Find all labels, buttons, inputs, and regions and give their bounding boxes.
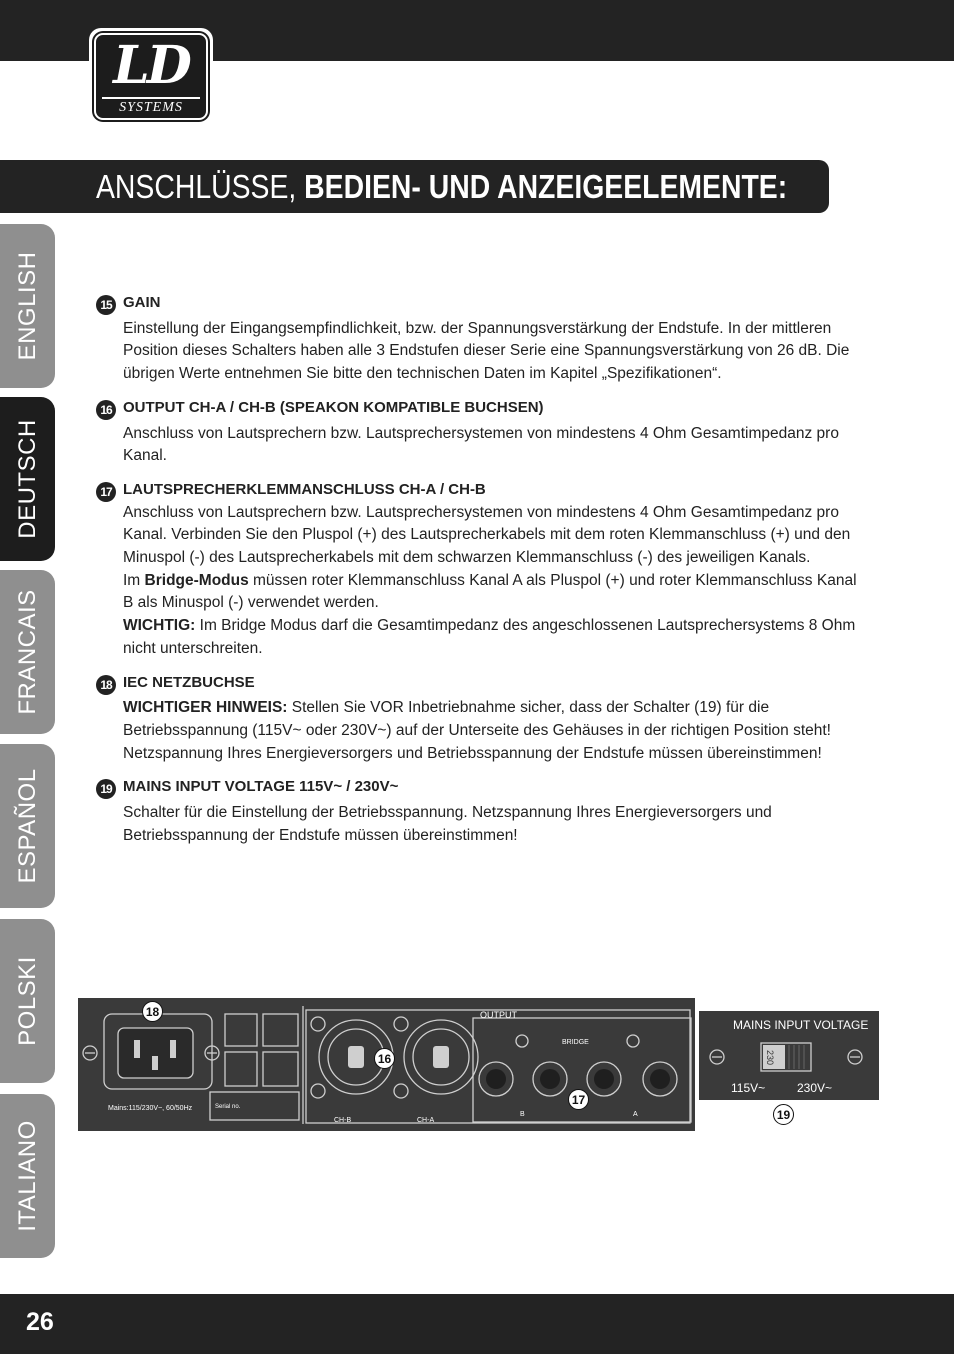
tab-deutsch[interactable] bbox=[0, 397, 55, 561]
section-number: 18 bbox=[96, 675, 116, 695]
section-heading: IEC NETZBUCHSE bbox=[123, 673, 255, 691]
section-iec bbox=[96, 672, 866, 766]
section-body: Einstellung der Eingangsempfindlichkeit, bzw. der Spannungsverstärkung der Endstufe. In der mittleren Position dieses Schalters haben alle 3 Endstufen dieser Serie eine Spannungsverstärkung von 26 dB. Die übrigen Werte entnehmen Sie bitte den technischen Daten im Kapitel „Spezifikationen“. bbox=[123, 319, 850, 383]
section-heading: MAINS INPUT VOLTAGE 115V~ / 230V~ bbox=[123, 778, 399, 796]
mains-switch-drawing bbox=[699, 1011, 879, 1100]
notice-note: WICHTIGER HINWEIS: Stellen Sie VOR Inbetriebnahme sicher, dass der Schalter (19) für die Betriebsspannung (115V~ oder 230V~) auf der Unterseite des Gehäuses in der richtigen Position steht! Netzspannung Ihres Energieversorgers und Betriebsspannung der Endstufe müssen übereinstimmen! bbox=[123, 699, 831, 762]
mains-rating-label: Mains:115/230V~, 60/50Hz bbox=[108, 1105, 193, 1112]
mains-switch-image bbox=[699, 1011, 879, 1100]
tab-italiano[interactable] bbox=[0, 1094, 55, 1258]
page-number: 26 bbox=[26, 1308, 54, 1336]
badge-16: 16 bbox=[374, 1048, 395, 1069]
chb-label: CH-B bbox=[334, 1117, 352, 1124]
b-label: B bbox=[520, 1111, 525, 1118]
output-label: OUTPUT bbox=[480, 1010, 517, 1020]
voltage-115-label: 115V~ bbox=[731, 1081, 766, 1095]
section-heading: OUTPUT CH-A / CH-B (SPEAKON KOMPATIBLE BUCHSEN) bbox=[123, 398, 544, 416]
section-heading: LAUTSPRECHERKLEMMANSCHLUSS CH-A / CH-B bbox=[123, 480, 486, 498]
tab-label: FRANCAIS bbox=[13, 589, 41, 715]
rear-panel-image bbox=[78, 998, 695, 1131]
warning-note: WICHTIG: Im Bridge Modus darf die Gesamtimpedanz des angeschlossenen Lautsprechersystems 8 Ohm nicht unterschreiten. bbox=[123, 617, 856, 657]
section-heading: GAIN bbox=[123, 294, 161, 311]
badge-18: 18 bbox=[142, 1001, 163, 1022]
serial-label: Serial no. bbox=[215, 1104, 241, 1110]
logo-subtitle: SYSTEMS bbox=[102, 97, 200, 116]
tab-espanol[interactable] bbox=[0, 744, 55, 908]
footer-bar bbox=[0, 1294, 954, 1354]
bridge-label: BRIDGE bbox=[562, 1039, 589, 1046]
switch-value: 230 bbox=[765, 1050, 775, 1066]
tab-label: ESPAÑOL bbox=[13, 768, 41, 884]
tab-english[interactable] bbox=[0, 224, 55, 388]
tab-polski[interactable] bbox=[0, 919, 55, 1083]
content bbox=[96, 292, 866, 858]
tab-label: POLSKI bbox=[13, 956, 41, 1046]
section-body: Schalter für die Einstellung der Betriebsspannung. Netzspannung Ihres Energieversorgers und Betriebsspannung der Endstufe müssen übereinstimmen! bbox=[123, 804, 772, 844]
section-output bbox=[96, 397, 866, 468]
section-number: 16 bbox=[96, 400, 116, 420]
section-mains-voltage bbox=[96, 776, 866, 847]
logo-brand: LD bbox=[113, 35, 189, 96]
mains-title: MAINS INPUT VOLTAGE bbox=[733, 1018, 869, 1032]
page-title: ANSCHLÜSSE, BEDIEN- UND ANZEIGEELEMENTE: bbox=[96, 168, 788, 205]
tab-label: DEUTSCH bbox=[13, 419, 41, 539]
section-number: 19 bbox=[96, 779, 116, 799]
section-speaker-terminals bbox=[96, 479, 866, 661]
tab-label: ENGLISH bbox=[13, 251, 41, 361]
badge-19: 19 bbox=[773, 1104, 794, 1125]
voltage-230-label: 230V~ bbox=[797, 1081, 833, 1095]
ld-systems-logo bbox=[89, 28, 213, 125]
section-number: 15 bbox=[96, 295, 116, 315]
tab-label: ITALIANO bbox=[13, 1120, 41, 1232]
section-body: Anschluss von Lautsprechern bzw. Lautsprechersystemen von mindestens 4 Ohm Gesamtimpedanz pro Kanal. Verbinden Sie den Pluspol (+) des Lautsprecherkabels mit dem roten Klemmanschluss (+) und den Minuspol (-) des Lautsprecherkabels mit dem schwarzen Klemmanschluss (-) des jeweiligen Kanals. bbox=[123, 503, 851, 567]
section-body: Anschluss von Lautsprechern bzw. Lautsprechersystemen von mindestens 4 Ohm Gesamtimpedanz pro Kanal. bbox=[123, 424, 839, 465]
cha-label: CH-A bbox=[417, 1117, 435, 1124]
badge-17: 17 bbox=[568, 1089, 589, 1110]
a-label: A bbox=[633, 1111, 638, 1118]
tab-francais[interactable] bbox=[0, 570, 55, 734]
section-number: 17 bbox=[96, 482, 116, 502]
section-gain bbox=[96, 292, 866, 386]
bridge-note: Im Bridge-Modus müssen roter Klemmanschluss Kanal A als Pluspol (+) und roter Klemmanschluss Kanal B als Minuspol (-) verwendet werden. bbox=[123, 571, 857, 612]
